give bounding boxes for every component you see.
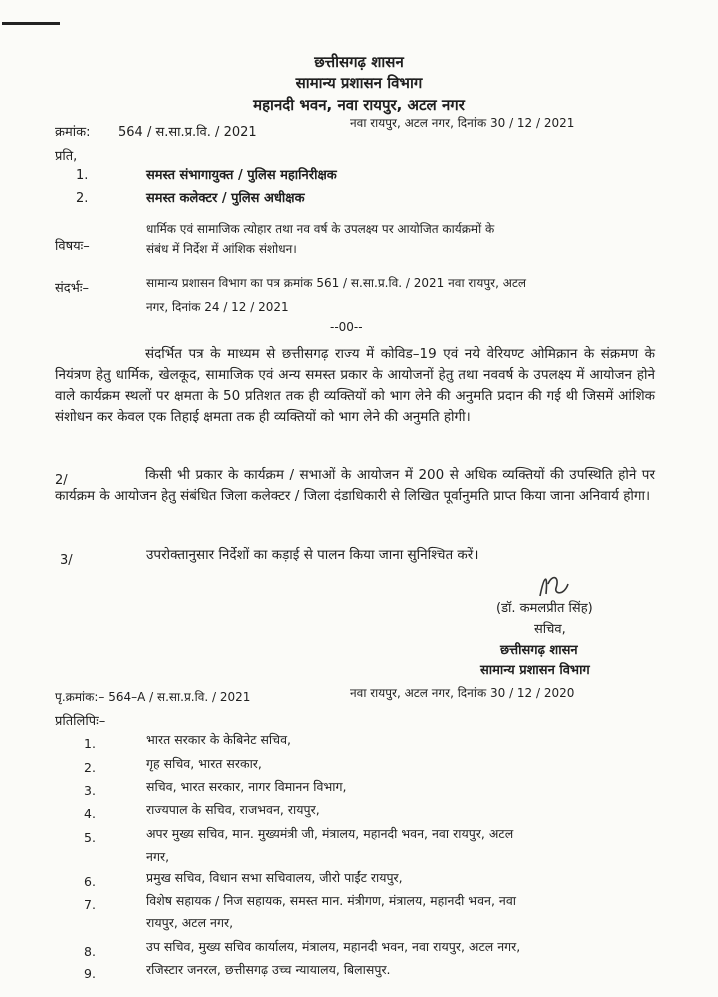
reference-line: नगर, दिनांक 24 / 12 / 2021 <box>146 300 289 314</box>
issue-place-date: नवा रायपुर, अटल नगर, दिनांक 30 / 12 / 2021 <box>350 116 575 130</box>
body-paragraph-1: संदर्भित पत्र के माध्यम से छत्तीसगढ़ राज्य में कोविड–19 एवं नये वेरियण्ट ओमिक्रान के संक्रमण के नियंत्रण हेतु धार्मिक, खेलकूद, सामाजिक एवं अन्य समस्त प्रकार के आयोजनों हेतु तथा नववर्ष के उपलक्ष्य में आयोजन होने वाले कार्यक्रम स्थलों पर क्षमता के 50 प्रतिशत तक ही व्यक्तियों को भाग लेने की अनुमति प्रदान की गई थी जिसमें आंशिक संशोधन कर केवल एक तिहाई क्षमता तक ही व्यक्तियों को भाग लेने की अनुमति होगी। <box>55 346 655 425</box>
copy-list-item: विशेष सहायक / निज सहायक, समस्त मान. मंत्रीगण, मंत्रालय, महानदी भवन, नवा <box>146 893 517 908</box>
copy-list-item: भारत सरकार के केबिनेट सचिव, <box>146 732 292 747</box>
reference-label: संदर्भः– <box>55 281 89 296</box>
copy-list-item: राज्यपाल के सचिव, राजभवन, रायपुर, <box>146 802 320 817</box>
copy-list-item: प्रमुख सचिव, विधान सभा सचिवालय, जीरो पाईंट रायपुर, <box>146 870 403 885</box>
copy-list-item: उप सचिव, मुख्य सचिव कार्यालय, मंत्रालय, महानदी भवन, नवा रायपुर, अटल नगर, <box>146 939 521 954</box>
paragraph-number: 2/ <box>55 473 68 488</box>
copy-list-number: 3. <box>84 783 96 798</box>
copy-list-number: 6. <box>84 874 96 889</box>
copy-list-item: अपर मुख्य सचिव, मान. मुख्यमंत्री जी, मंत्रालय, महानदी भवन, नवा रायपुर, अटल <box>146 826 514 841</box>
corner-mark <box>2 22 60 25</box>
copy-list-item-continued: रायपुर, अटल नगर, <box>146 915 234 930</box>
copy-list-number: 9. <box>84 966 96 981</box>
copy-list-number: 8. <box>84 944 96 959</box>
recipient-number: 2. <box>76 191 89 206</box>
copy-list-number: 1. <box>84 736 96 751</box>
copy-ref-number: पृ.क्रमांक:– 564–A / स.सा.प्र.वि. / 2021 <box>55 690 251 704</box>
signatory-department: सामान्य प्रशासन विभाग <box>480 663 590 678</box>
copy-list-number: 7. <box>84 897 96 912</box>
signatory-name: (डॉ. कमलप्रीत सिंह) <box>496 601 593 616</box>
letterhead-address: महानदी भवन, नवा रायपुर, अटल नगर <box>253 96 465 114</box>
subject-label: विषयः– <box>55 239 90 254</box>
ref-label: क्रमांक: <box>55 125 91 140</box>
recipient-item: समस्त संभागायुक्त / पुलिस महानिरीक्षक <box>146 168 337 183</box>
copy-list-item: रजिस्टार जनरल, छत्तीसगढ़ उच्च न्यायालय, बिलासपुर. <box>146 962 391 977</box>
separator: --00-- <box>330 320 363 334</box>
signatory-title: सचिव, <box>534 622 566 637</box>
copy-list-number: 2. <box>84 760 96 775</box>
to-label: प्रति, <box>55 149 78 164</box>
signatory-org: छत्तीसगढ़ शासन <box>500 643 578 658</box>
copy-list-item-continued: नगर, <box>146 849 170 864</box>
letterhead-department: सामान्य प्रशासन विभाग <box>295 74 423 92</box>
subject-line: संबंध में निर्देश में आंशिक संशोधन। <box>146 242 297 256</box>
copy-place-date: नवा रायपुर, अटल नगर, दिनांक 30 / 12 / 2020 <box>350 686 575 700</box>
letterhead-government: छत्तीसगढ़ शासन <box>314 53 404 71</box>
body-paragraph-2: किसी भी प्रकार के कार्यक्रम / सभाओं के आयोजन में 200 से अधिक व्यक्तियों की उपस्थिति होने पर कार्यक्रम के आयोजन हेतु संबंधित जिला कलेक्टर / जिला दंडाधिकारी से लिखित पूर्वानुमति प्राप्त किया जाना अनिवार्य होगा। <box>55 467 655 504</box>
copy-list-number: 5. <box>84 830 96 845</box>
paragraph-number: 3/ <box>60 553 73 568</box>
copy-list-item: सचिव, भारत सरकार, नागर विमानन विभाग, <box>146 779 347 794</box>
copy-list-item: गृह सचिव, भारत सरकार, <box>146 756 262 771</box>
reference-line: सामान्य प्रशासन विभाग का पत्र क्रमांक 561 / स.सा.प्र.वि. / 2021 नवा रायपुर, अटल <box>146 276 527 290</box>
copy-list-number: 4. <box>84 806 96 821</box>
recipient-item: समस्त कलेक्टर / पुलिस अधीक्षक <box>146 191 305 206</box>
ref-number: 564 / स.सा.प्र.वि. / 2021 <box>118 125 257 140</box>
copy-label: प्रतिलिपिः– <box>55 714 106 729</box>
body-paragraph-3: उपरोक्तानुसार निर्देशों का कड़ाई से पालन किया जाना सुनिश्चित करें। <box>146 547 479 563</box>
subject-line: धार्मिक एवं सामाजिक त्योहार तथा नव वर्ष के उपलक्ष्य पर आयोजित कार्यक्रमों के <box>146 222 495 236</box>
recipient-number: 1. <box>76 168 89 183</box>
